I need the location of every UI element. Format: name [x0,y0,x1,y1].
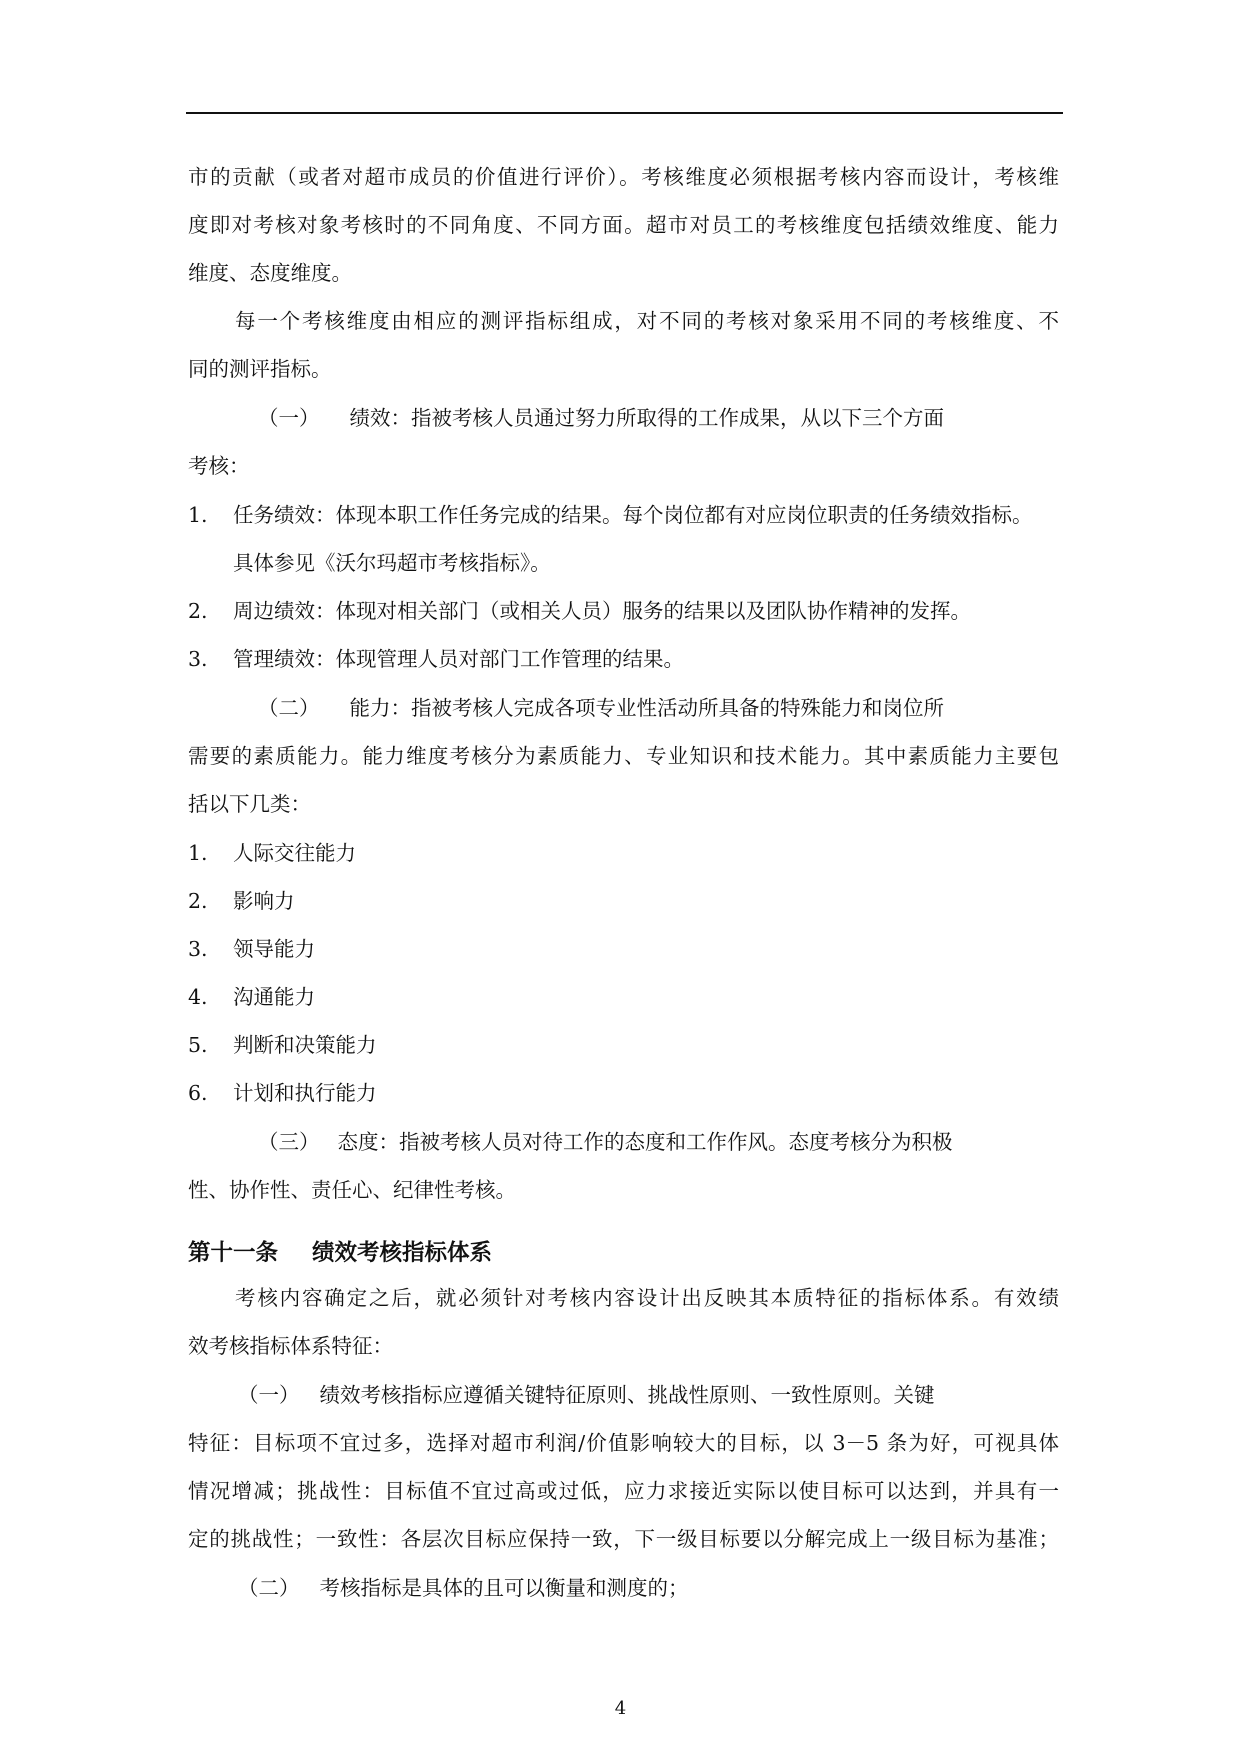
list-number: 2. [188,889,208,913]
list-text: 任务绩效：体现本职工作任务完成的结果。每个岗位都有对应岗位职责的任务绩效指标。 [233,503,1033,527]
list-text: 管理绩效：体现管理人员对部门工作管理的结果。 [233,647,684,671]
body-line: 性、协作性、责任心、纪律性考核。 [188,1178,516,1202]
ability-item [188,1032,377,1058]
header-rule [186,112,1063,114]
section-number: （一） [258,406,320,430]
article-heading [188,1235,492,1267]
body-line: 考核： [188,454,250,478]
body-line: 定的挑战性；一致性：各层次目标应保持一致，下一级目标要以分解完成上一级目标为基准； [188,1527,1059,1551]
list-number: 1. [188,503,208,527]
section-text: 态度：指被考核人员对待工作的态度和工作作风。态度考核分为积极 [337,1130,953,1154]
section-heading-2 [258,695,944,721]
list-text: 领导能力 [233,937,315,961]
list-number: 6. [188,1081,208,1105]
ability-item [188,936,315,962]
section-heading-5 [238,1575,689,1601]
ability-item [188,888,295,914]
list-number: 3. [188,647,208,671]
section-heading-3 [258,1129,953,1155]
list-text: 影响力 [233,889,295,913]
section-heading-1 [258,405,944,431]
list-item [188,598,971,624]
ability-item [188,984,315,1010]
list-text: 计划和执行能力 [233,1081,377,1105]
body-line: 考核内容确定之后，就必须针对考核内容设计出反映其本质特征的指标体系。有效绩 [235,1286,1059,1310]
section-text: 绩效考核指标应遵循关键特征原则、挑战性原则、一致性原则。关键 [319,1383,935,1407]
list-number: 2. [188,599,208,623]
section-text: 能力：指被考核人完成各项专业性活动所具备的特殊能力和岗位所 [349,696,944,720]
body-line: 维度、态度维度。 [188,261,352,285]
body-line: 需要的素质能力。能力维度考核分为素质能力、专业知识和技术能力。其中素质能力主要包 [188,744,1059,768]
ability-item [188,1080,377,1106]
list-number: 3. [188,937,208,961]
body-line: 同的测评指标。 [188,357,332,381]
list-text: 沟通能力 [233,985,315,1009]
body-line: 效考核指标体系特征： [188,1334,393,1358]
list-text: 周边绩效：体现对相关部门（或相关人员）服务的结果以及团队协作精神的发挥。 [233,599,971,623]
section-heading-4 [238,1382,935,1408]
list-item [188,646,684,672]
body-line: 具体参见《沃尔玛超市考核指标》。 [233,551,551,575]
list-number: 1. [188,841,208,865]
section-text: 考核指标是具体的且可以衡量和测度的； [319,1576,689,1600]
section-number: （三） [258,1130,320,1154]
list-number: 5. [188,1033,208,1057]
section-text: 绩效：指被考核人员通过努力所取得的工作成果，从以下三个方面 [349,406,944,430]
body-line: 特征：目标项不宜过多，选择对超市利润/价值影响较大的目标，以 3－5 条为好，可视具体 [188,1431,1059,1455]
section-number: （一） [238,1383,300,1407]
ability-item [188,840,356,866]
body-line: 市的贡献（或者对超市成员的价值进行评价）。考核维度必须根据考核内容而设计，考核维 [188,165,1059,189]
list-text: 人际交往能力 [233,841,356,865]
body-line: 括以下几类： [188,792,311,816]
section-number: （二） [258,696,320,720]
page-number: 4 [614,1698,627,1719]
body-line: 每一个考核维度由相应的测评指标组成，对不同的考核对象采用不同的考核维度、不 [235,309,1059,333]
section-number: （二） [238,1576,300,1600]
article-number: 第十一条 [188,1240,279,1266]
body-line: 度即对考核对象考核时的不同角度、不同方面。超市对员工的考核维度包括绩效维度、能力 [188,213,1059,237]
body-line: 情况增减；挑战性：目标值不宜过高或过低，应力求接近实际以使目标可以达到，并具有一 [188,1479,1059,1503]
list-text: 判断和决策能力 [233,1033,377,1057]
list-number: 4. [188,985,208,1009]
list-item [188,502,1033,528]
article-title: 绩效考核指标体系 [312,1240,493,1266]
